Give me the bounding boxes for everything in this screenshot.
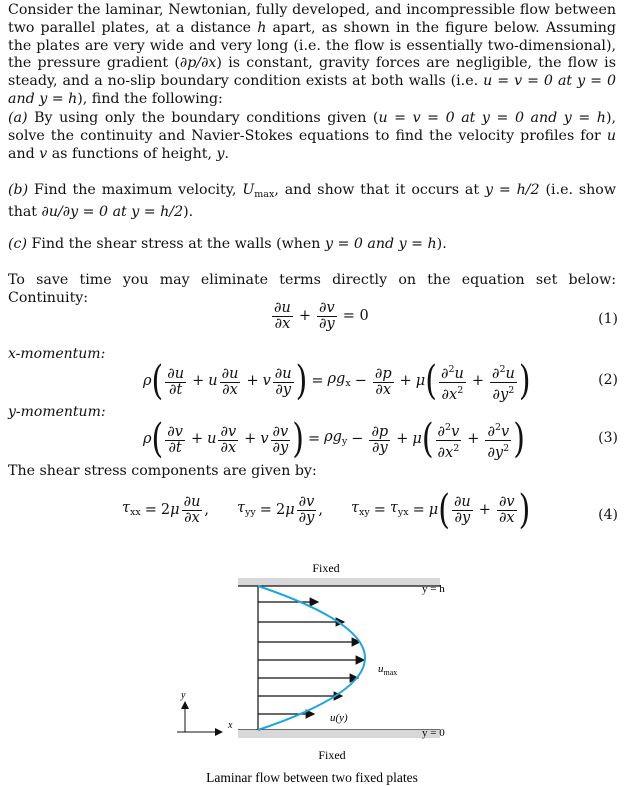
equation-number-3: (3) <box>598 430 618 446</box>
instruction-text: To save time you may eliminate terms directly on the equation set below: Continuity: <box>8 272 616 306</box>
x-momentum-label: x-momentum: <box>8 346 106 362</box>
equation-number-4: (4) <box>598 507 618 523</box>
bottom-plate-label: Fixed <box>318 748 346 762</box>
part-c: (c) Find the shear stress at the walls (when y = 0 and y = h). <box>8 236 447 252</box>
top-plate <box>238 578 440 586</box>
bottom-plate <box>238 730 440 738</box>
equation-number-1: (1) <box>598 311 618 327</box>
y-momentum-label: y-momentum: <box>8 404 106 420</box>
velocity-arrows <box>258 602 364 714</box>
equation-number-2: (2) <box>598 372 618 388</box>
continuity-equation: $\frac{\partial u}{\partial x}$ + $\frac{\partial v}{\partial y}$ = 0 <box>274 300 369 332</box>
part-a: (a) By using only the boundary conditions given (u = v = 0 at y = 0 and y = h), solve the continuity and Navier-Stokes equations to find the velocity profiles for u and v as functions of height, y. <box>8 110 616 162</box>
part-b: (b) Find the maximum velocity, $U_{max}$, and show that it occurs at y = h/2 (i.e. show that ∂u/∂y = 0 at y = h/2). <box>8 182 616 220</box>
intro-paragraph: Consider the laminar, Newtonian, fully developed, and incompressible flow between two parallel plates, at a distance h apart, as shown in the figure below. Assuming the plates are very wide and very long (i.e. the flow is essentially two-dimensional), the pressure gradient (∂p/∂x) is constant, gravity forces are negligible, the flow is steady, and a no-slip boundary condition exists at both walls (i.e. u = v = 0 at y = 0 and y = h), find the following: <box>8 2 616 107</box>
axis-y-label: y <box>181 690 186 701</box>
y-momentum-equation: ρ ( $\frac{\partial v}{\partial t}$ + u $\frac{\partial v}{\partial x}$ + v $\frac{\partial v}{\partial y}$ ) = $\rho g_y$ − $\frac{\partial p}{\partial y}$ + μ ( $\frac{\partial^2v}{\partial x^2}$ + $\frac{\partial^2v}{\partial y^2}$ ) <box>143 416 525 464</box>
velocity-profile-curve <box>258 586 365 730</box>
axis-x-label: x <box>228 720 233 731</box>
y-0-label: y = 0 <box>422 727 445 739</box>
x-momentum-equation: ρ ( $\frac{\partial u}{\partial t}$ + u $\frac{\partial u}{\partial x}$ + v $\frac{\partial u}{\partial y}$ ) = $\rho g_x$ − $\frac{\partial p}{\partial x}$ + μ ( $\frac{\partial^2u}{\partial x^2}$ + $\frac{\partial^2u}{\partial y^2}$ ) <box>143 358 531 406</box>
shear-stress-equations: $\tau_{xx}$ = 2 μ $\frac{\partial u}{\partial x}$ , $\tau_{yy}$ = 2 μ $\frac{\partial v}{\partial y}$ , $\tau_{xy}$ = $\tau_{yx}$ = μ ( $\frac{\partial u}{\partial y}$ + $\frac{\partial v}{\partial x}$ ) <box>122 486 531 534</box>
umax-label: $u_{max}$ <box>378 663 398 677</box>
y-h-label: y = h <box>422 583 445 595</box>
top-plate-label: Fixed <box>312 561 340 575</box>
shear-intro: The shear stress components are given by: <box>8 463 317 479</box>
u-of-y-label: u(y) <box>330 712 348 724</box>
laminar-flow-figure <box>0 556 640 786</box>
figure-caption: Laminar flow between two fixed plates <box>206 770 418 785</box>
